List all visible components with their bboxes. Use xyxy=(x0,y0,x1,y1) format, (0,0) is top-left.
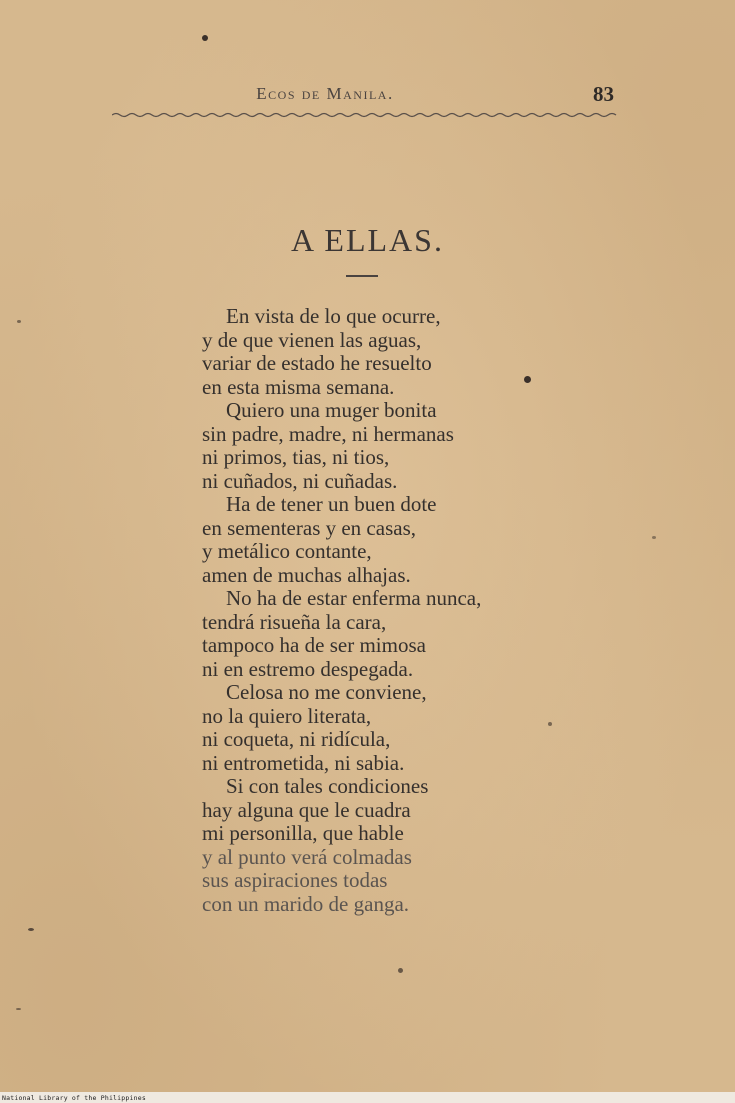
paper-speck xyxy=(398,968,403,973)
paper-speck xyxy=(17,320,21,323)
poem-line: variar de estado he resuelto xyxy=(202,351,432,375)
poem-line: sin padre, madre, ni hermanas xyxy=(202,421,454,446)
poem-line: ni entrometida, ni sabia. xyxy=(202,750,405,775)
poem-body xyxy=(202,305,582,916)
paper-speck xyxy=(202,35,208,41)
poem-line: amen de muchas alhajas. xyxy=(202,562,411,587)
paper-speck xyxy=(652,536,656,539)
poem-line: Ha de tener un buen dote xyxy=(226,492,437,516)
header-rule xyxy=(112,112,620,118)
poem-line: y de que vienen las aguas, xyxy=(202,327,422,352)
poem-line: en esta misma semana. xyxy=(202,374,395,399)
paper-speck xyxy=(16,1008,21,1010)
poem-line: ni primos, tias, ni tios, xyxy=(202,445,390,469)
poem-line: y metálico contante, xyxy=(202,539,372,563)
poem-line: tendrá risueña la cara, xyxy=(202,609,387,634)
poem-line: sus aspiraciones todas xyxy=(202,868,388,892)
running-title: Ecos de Manila. xyxy=(256,84,394,103)
poem-line: hay alguna que le cuadra xyxy=(202,797,411,822)
poem-line: tampoco ha de ser mimosa xyxy=(202,633,426,657)
poem-line: ni en estremo despegada. xyxy=(202,656,414,681)
poem-line: mi personilla, que hable xyxy=(202,821,404,845)
title-rule xyxy=(346,275,378,277)
poem-line: No ha de estar enferma nunca, xyxy=(226,586,482,610)
poem-line: no la quiero literata, xyxy=(202,703,372,728)
poem-line: ni cuñados, ni cuñadas. xyxy=(202,468,398,493)
paper-speck xyxy=(28,928,34,931)
poem-line: Celosa no me conviene, xyxy=(226,680,427,704)
poem-line: En vista de lo que ocurre, xyxy=(226,304,441,328)
poem-line: en sementeras y en casas, xyxy=(202,515,416,540)
page-number: 83 xyxy=(593,82,614,106)
poem-line: y al punto verá colmadas xyxy=(202,844,412,869)
running-head xyxy=(110,84,620,110)
poem-title: A ELLAS. xyxy=(291,222,444,258)
poem-line: ni coqueta, ni ridícula, xyxy=(202,727,391,751)
poem-line: Quiero una muger bonita xyxy=(226,398,437,422)
paper-speck xyxy=(524,376,531,383)
library-credit: National Library of the Philippines xyxy=(2,1094,146,1102)
poem-line: con un marido de ganga. xyxy=(202,891,410,916)
paper-speck xyxy=(548,722,552,726)
poem-line: Si con tales condiciones xyxy=(226,774,429,798)
